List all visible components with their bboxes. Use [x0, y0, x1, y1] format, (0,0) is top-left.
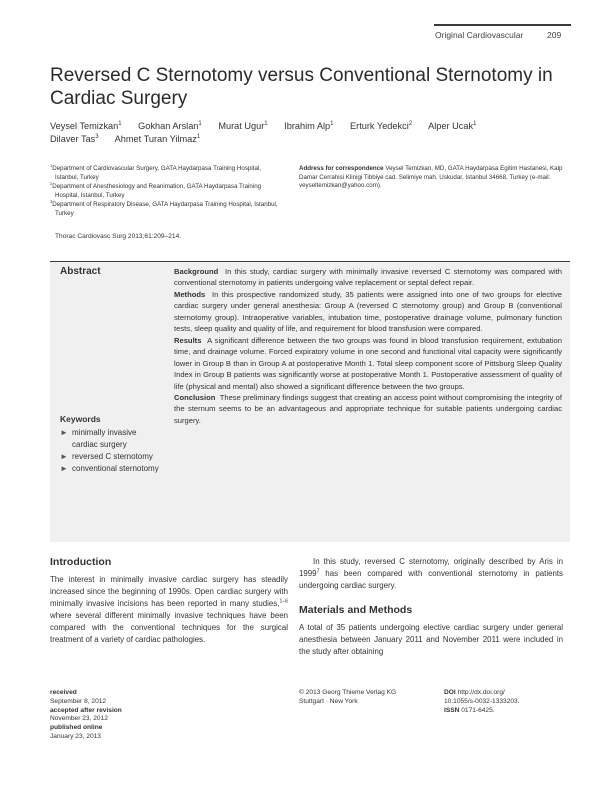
author: Murat Ugur$^1$ — [218, 120, 268, 131]
results-label: Results — [174, 335, 202, 345]
header-rule — [434, 24, 571, 26]
author: Dilaver Tas$^3$ — [50, 133, 99, 144]
affiliations — [50, 162, 280, 220]
background-label: Background — [174, 267, 219, 276]
arrow-right-icon: ► — [60, 452, 68, 462]
background-text: In this study, cardiac surgery with minimally invasive reversed C sternotomy was compared with conventional sternotomy in patients undergoing valve replacement or septal defect repair. — [174, 267, 562, 288]
introduction-paragraph-2: In this study, reversed C sternotomy, originally described by Aris in 1999$^7$ has been compared with conventional sternotomy in patients undergoing cardiac surgery. — [299, 557, 563, 590]
keywords-list — [60, 427, 160, 475]
affiliation: $^2$Department of Anesthesiology and Reanimation, GATA Haydarpasa Training Hospital, Istanbul, Turkey — [50, 181, 262, 199]
materials-paragraph: A total of 35 patients undergoing elective cardiac surgery under general anesthesia between January 2011 and November 2011 were included in the study after obtaining — [299, 623, 563, 656]
correspondence-text: Veysel Temizkan, MD, GATA Haydarpasa Egitim Hastanesi, Kalp Damar Cerrahisi Klinigi Tibbiye cad. Selimiye mah. Uskudar, Istanbul 34668, Turkey (e-mail: veyseltemizkan@yahoo.com). — [299, 165, 563, 190]
arrow-right-icon: ► — [60, 464, 68, 474]
author-list — [50, 120, 570, 146]
keyword-item: ► conventional sternotomy — [60, 463, 160, 475]
doi-link[interactable]: http://dx.doi.org/ — [457, 689, 505, 696]
journal-citation: Thorac Cardiovasc Surg 2013;61:209–214. — [55, 233, 182, 240]
author: Alper Ucak$^1$ — [428, 120, 477, 131]
author: Veysel Temizkan$^1$ — [50, 120, 122, 131]
affiliation: $^3$Department of Respiratory Disease, GATA Haydarpasa Training Hospital, Istanbul, Turkey — [50, 199, 278, 217]
publication-dates: received September 8, 2012 accepted after revision November 23, 2012 published online January 23, 2013 — [50, 689, 122, 740]
page-number: 209 — [547, 30, 562, 40]
results-text: A significant difference between the two groups was found in blood transfusion requirement, extubation time, and drainage volume. Forced expiratory volume in one second and functional vital capacity were significantly lower in Group B than in Group A at postoperative Month 1. Total sleep component score of Pittsburg Sleep Quality Index in Group B patients was significantly worse at postoperative Month 1. Postoperative assessment of quality of life (physical and mental) also showed a significant difference between the two groups. — [174, 335, 562, 391]
section-label: Original Cardiovascular — [435, 30, 524, 40]
methods-label: Methods — [174, 289, 206, 299]
keyword-item: ► minimally invasive cardiac surgery — [60, 428, 137, 450]
author: Ahmet Turan Yilmaz$^1$ — [114, 133, 201, 144]
author: Ibrahim Alp$^1$ — [284, 120, 334, 131]
arrow-right-icon: ► — [60, 428, 68, 437]
keywords-heading: Keywords — [60, 414, 101, 424]
introduction-paragraph: The interest in minimally invasive cardiac surgery has steadily increased since the beginning of 1990s. Open cardiac surgery with minimally invasive incisions has been reported in many studies,$^{1-6}$ where several different minimally invasive techniques have been compared with the conventional techniques for the surgical treatment of a variety of cardiac pathologies. — [50, 575, 288, 644]
methods-text: In this prospective randomized study, 35 patients were assigned into one of two groups for elective cardiac surgery under general anesthesia: Group A (reversed C sternotomy group) and Group B (conventional sternotomy group). Intraoperative variables, intubation time, postoperative drainage volume, pulmonary function tests, sleep quality and quality of life, and requirement for blood transfusion were compared. — [174, 289, 562, 334]
affiliation: $^1$Department of Cardiovascular Surgery, GATA Haydarpasa Training Hospital, Istanbul, Turkey — [50, 162, 261, 181]
conclusion-label: Conclusion — [174, 392, 216, 402]
introduction-heading: Introduction — [50, 556, 112, 568]
doi-issn: DOI http://dx.doi.org/ 10.1055/s-0032-1333203. ISSN 0171-6425. — [444, 689, 520, 714]
article-title: Reversed C Sternotomy versus Conventional Sternotomy in Cardiac Surgery — [50, 65, 553, 109]
correspondence — [299, 165, 569, 191]
keyword-item: ► reversed C sternotomy — [60, 451, 160, 463]
abstract-text — [174, 266, 562, 426]
conclusion-text: These preliminary findings suggest that creating an access point without compromising the integrity of the sternum seems to be an advantageous and appropriate technique for suitable patients undergoing cardiac surgery. — [174, 392, 562, 425]
materials-heading: Materials and Methods — [299, 604, 413, 616]
author: Gokhan Arslan$^1$ — [138, 120, 202, 131]
author: Erturk Yedekci$^2$ — [350, 120, 413, 131]
abstract-heading: Abstract — [60, 266, 101, 277]
publisher-info: © 2013 Georg Thieme Verlag KG Stuttgart · New York — [299, 689, 397, 705]
correspondence-label: Address for correspondence — [299, 165, 384, 172]
